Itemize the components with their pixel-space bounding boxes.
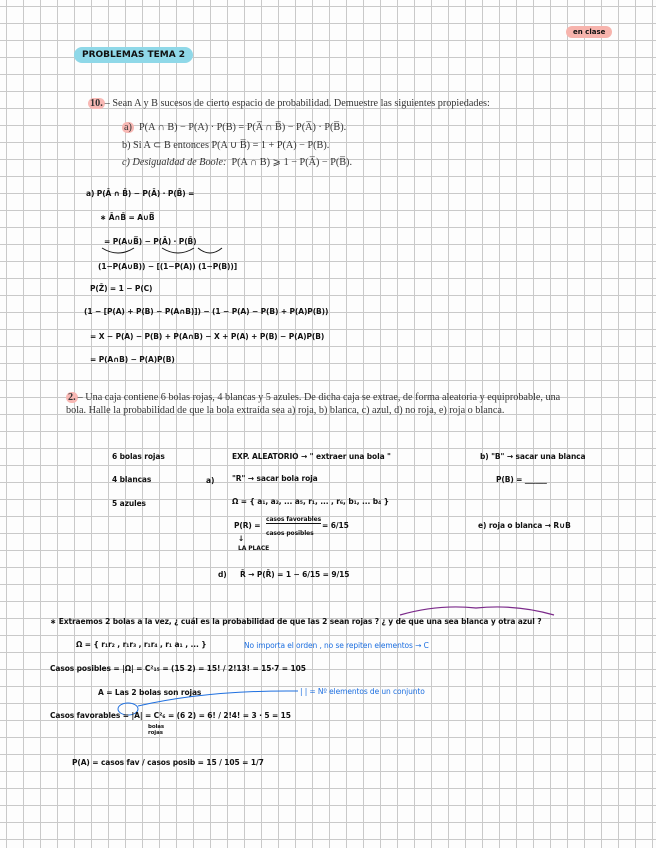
p2-a-event: "R" → sacar bola roja [232,474,318,483]
p2-fav: casos favorables [266,516,322,523]
problem-10-c-text: P(A ∩ B) ⩾ 1 − P(A̅) − P(B̅). [231,157,352,168]
p2-b-label: b) "B" → sacar una blanca [480,452,586,461]
problem-2-statement [66,391,566,417]
page-title: PROBLEMAS TEMA 2 [74,47,193,63]
problem-10-c [122,157,352,168]
underbraces-decoration [100,246,230,260]
problem-10-a [122,122,346,133]
p10-work-line-3: = P(A∪B̅) − P(Ā) · P(B̄) [104,237,197,246]
p2-pos: casos posibles [266,530,314,537]
p10-work-line-7: = X − P(A) − P(B) + P(A∩B) − X + P(A) + P(B) − P(A)P(B) [90,332,325,341]
p2-arrow: ↓ [238,534,245,543]
extra-casos-posibles: Casos posibles = |Ω| = C²₁₅ = (15 2) = 15! / 2!13! = 15·7 = 105 [50,664,306,673]
question-brace [398,602,558,618]
problem-10-text: – Sean A y B sucesos de cierto espacio de probabilidad. Demuestre las siguientes propiedades: [104,98,490,109]
class-tag: en clase [566,26,612,38]
p2-d-label: d) [218,570,227,579]
extra-omega: Ω = { r₁r₂ , r₁r₃ , r₁r₄ , r₁ a₁ , ... } [76,640,207,649]
p2-pr-result: = 6/15 [322,521,349,530]
p2-laplace: LA PLACE [238,545,270,552]
problem-2-text: – Una caja contiene 6 bolas rojas, 4 blancas y 5 azules. De dicha caja se extrae, de forma aleatoria y equiprobable, una bola. Halle la probabilidad de que la bola extraída sea a) roja, b) blanca, c) azul, d) no roja, e) roja o blanca. [66,392,561,416]
p10-work-line-2: ∗ Ā∩B̄ = A∪B̅ [100,213,155,222]
p10-work-line-4: (1−P(A∪B)) − [(1−P(A)) (1−P(B))] [98,262,238,271]
p2-blancas: 4 blancas [112,475,152,484]
p10-work-line-8: = P(A∩B) − P(A)P(B) [90,355,175,364]
problem-10-statement [88,98,490,109]
p10-work-line-5: P(Z̄) = 1 − P(C) [90,284,153,293]
extra-note-order: No importa el orden , no se repiten elementos → C [244,641,429,650]
extra-casos-favorables: Casos favorables = |A| = C²₆ = (6 2) = 6! / 2!4! = 3 · 5 = 15 [50,711,291,720]
problem-10-number: 10. [90,98,103,109]
problem-10-b: b) Si A ⊂ B entonces P(A ∪ B̅) = 1 + P(A) − P(B). [122,140,330,151]
p2-rojas: 6 bolas rojas [112,452,165,461]
extra-note-cardinal: | | = Nº elementos de un conjunto [300,687,425,696]
extra-event-a: A = Las 2 bolas son rojas [98,688,202,697]
p2-a-label: a) [206,476,215,485]
problem-10-a-text: P(A ∩ B) − P(A) · P(B) = P(A̅ ∩ B̅) − P(A̅) · P(B̅). [139,122,347,133]
p2-pb: P(B) = ______ [496,475,547,484]
problem-10-a-label: a) [124,122,132,133]
p2-experiment: EXP. ALEATORIO → " extraer una bola " [232,452,391,461]
p2-omega: Ω = { a₁, a₂, ... a₅, r₁, ... , r₆, b₁, ... b₄ } [232,497,389,506]
p2-d-text: R̄ → P(R̄) = 1 − 6/15 = 9/15 [240,570,350,579]
problem-10-c-label: c) Desigualdad de Boole: [122,157,227,168]
p2-pr-lhs: P(R) = [234,521,261,530]
p10-work-line-6: (1 − [P(A) + P(B) − P(A∩B)]) − (1 − P(A) − P(B) + P(A)P(B)) [84,307,329,316]
problem-2-number: 2. [68,392,76,403]
p2-e-text: e) roja o blanca → R∪B [478,521,571,530]
p2-azules: 5 azules [112,499,146,508]
extra-bolas-rojas: bolas rojas [148,724,165,736]
extra-question: ∗ Extraemos 2 bolas a la vez, ¿ cuál es la probabilidad de que las 2 sean rojas ? ¿ y de que una sea blanca y otra azul ? [50,617,542,626]
p10-work-line-1: a) P(Ā ∩ B̄) − P(Ā) · P(B̄) = [86,189,195,198]
extra-pa: P(A) = casos fav / casos posib = 15 / 105 = 1/7 [72,758,264,767]
